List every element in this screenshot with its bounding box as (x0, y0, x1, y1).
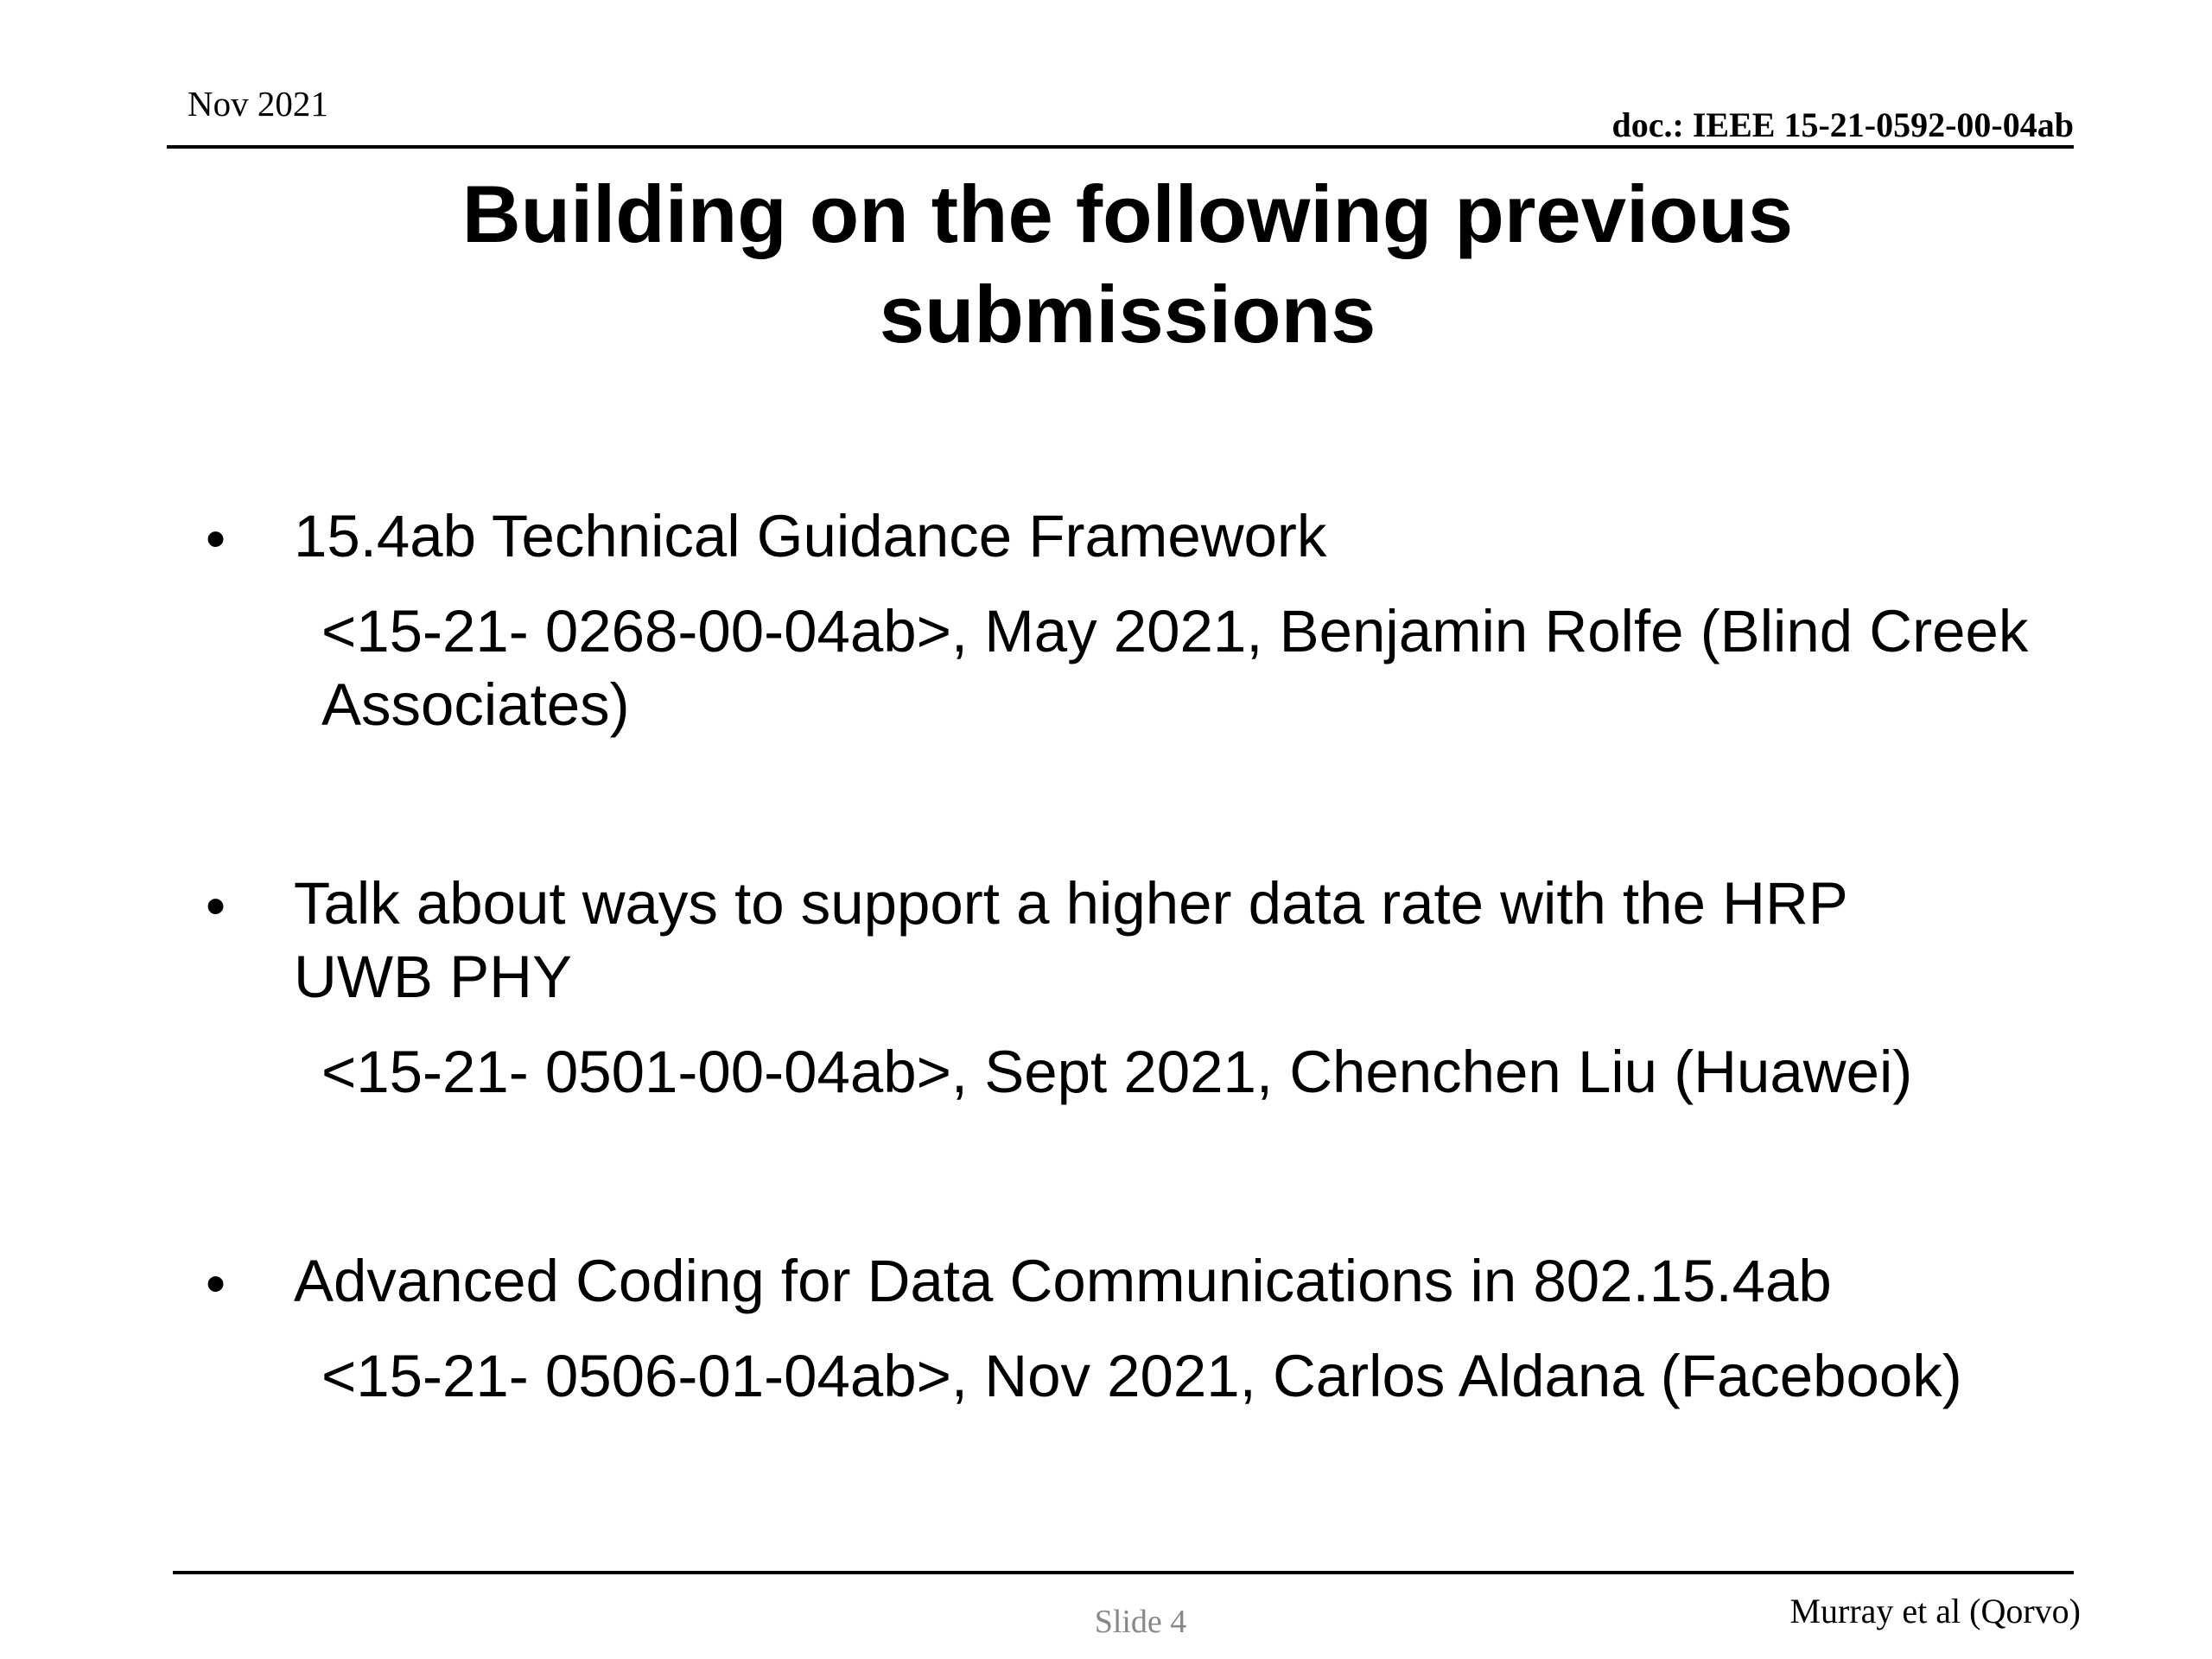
bullet-text: Advanced Coding for Data Communications in 802.15.4ab (294, 1248, 1832, 1314)
footer-divider (173, 1571, 2074, 1574)
bullet-marker: • (206, 874, 226, 938)
bullet-reference: <15-21- 0268-00-04ab>, May 2021, Benjamin Rolfe (Blind Creek Associates) (321, 598, 2029, 738)
bullet-reference: <15-21- 0506-01-04ab>, Nov 2021, Carlos Aldana (Facebook) (321, 1343, 1962, 1409)
document-id: doc.: IEEE 15-21-0592-00-04ab (1611, 105, 2074, 144)
bullet-text: Talk about ways to support a higher data rate with the HRP UWB PHY (294, 870, 1847, 1010)
footer-author: Murray et al (Qorvo) (1789, 1592, 2081, 1630)
bullet-reference: <15-21- 0501-00-04ab>, Sept 2021, Chenchen Liu (Huawei) (321, 1039, 1913, 1105)
bullet-marker: • (206, 1251, 226, 1315)
bullet-marker: • (206, 506, 226, 570)
slide-number: Slide 4 (1094, 1604, 1187, 1640)
slide-title: Building on the following previous submissions (461, 168, 1794, 359)
bullet-text: 15.4ab Technical Guidance Framework (294, 503, 1327, 569)
header-date: Nov 2021 (188, 84, 328, 124)
